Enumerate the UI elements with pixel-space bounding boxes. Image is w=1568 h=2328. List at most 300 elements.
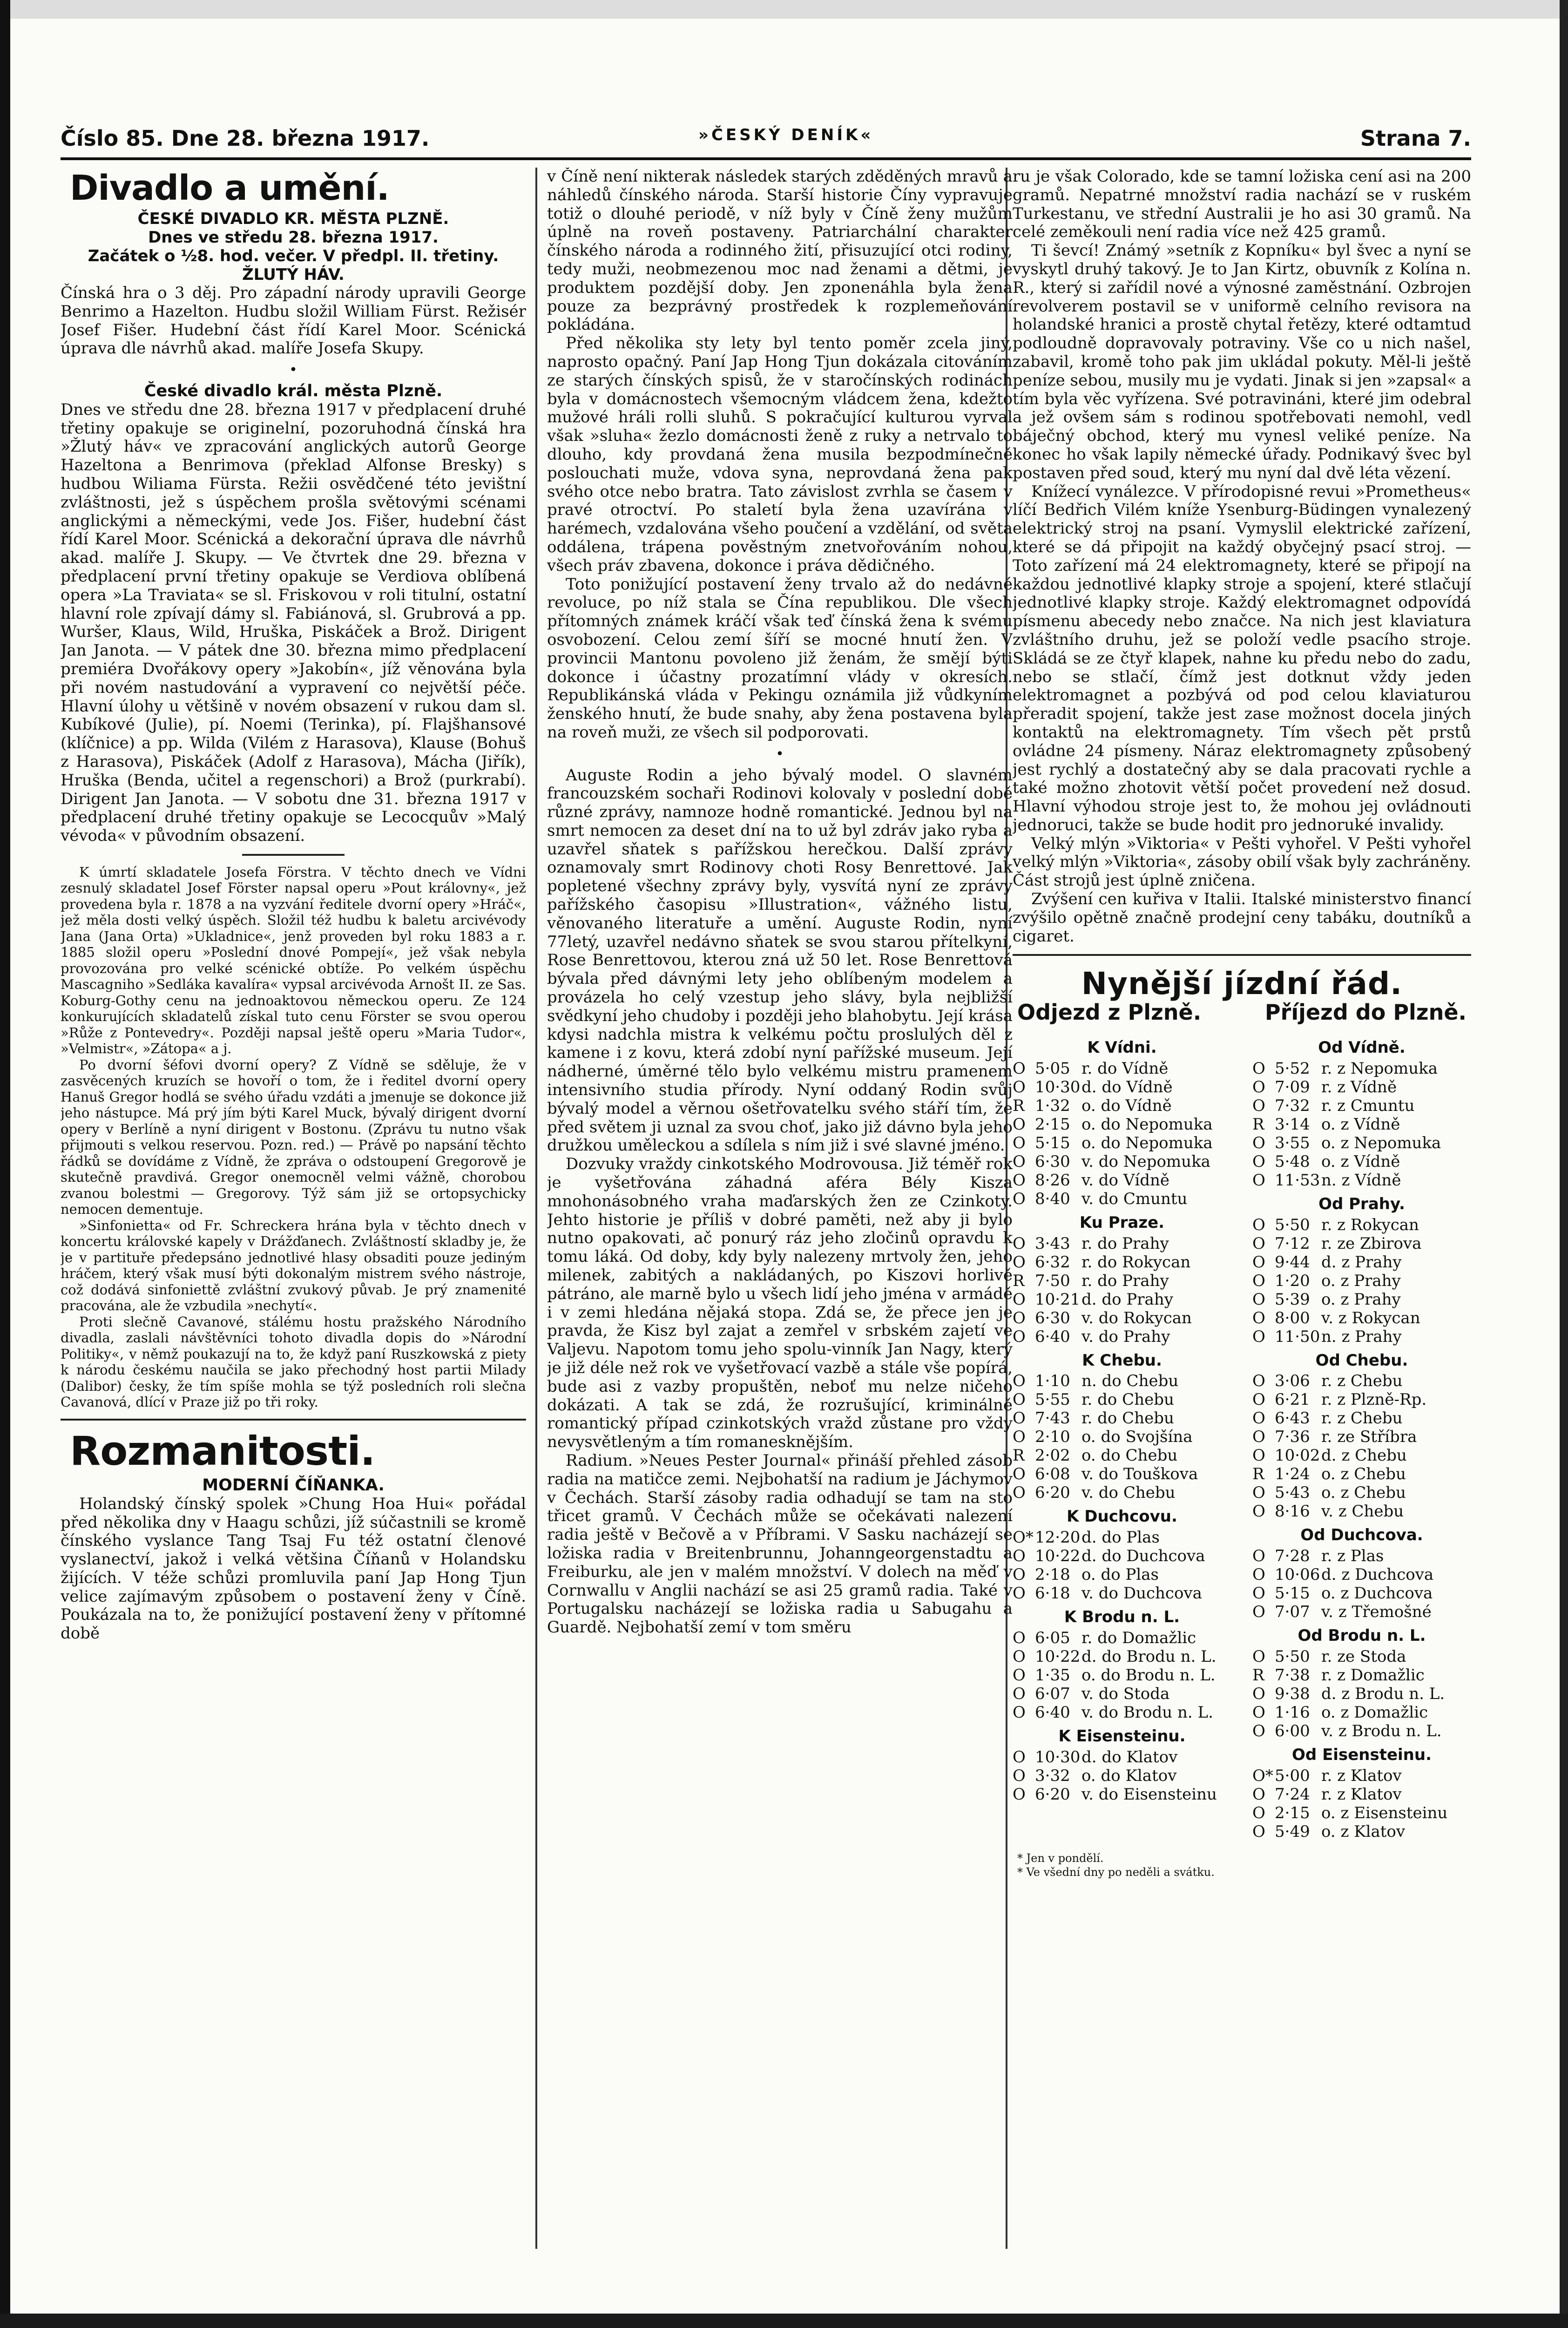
- train-type: O: [1013, 1685, 1026, 1704]
- train-destination: r. do Vídně: [1081, 1059, 1169, 1078]
- timetable-group-title: Od Eisensteinu.: [1292, 1746, 1432, 1765]
- timetable-group-title: K Duchcovu.: [1067, 1507, 1177, 1526]
- train-type: O: [1252, 1703, 1265, 1722]
- train-type: O: [1252, 1685, 1265, 1704]
- train-time: 5·49: [1275, 1822, 1310, 1841]
- train-type: R: [1013, 1271, 1025, 1290]
- timetable-row: [1013, 1134, 1231, 1152]
- timetable-group-title: Od Vídně.: [1318, 1038, 1406, 1057]
- train-type: O: [1013, 1465, 1026, 1484]
- train-type: O: [1252, 1822, 1265, 1841]
- train-time: 6·43: [1275, 1409, 1310, 1428]
- timetable-row: [1252, 1096, 1471, 1115]
- train-destination: d. do Prahy: [1081, 1290, 1173, 1309]
- train-type: O: [1252, 1327, 1265, 1346]
- timetable-row: [1013, 1703, 1231, 1722]
- timetable-group-title: Od Brodu n. L.: [1298, 1626, 1426, 1645]
- train-time: 10·22: [1035, 1547, 1081, 1566]
- train-time: 1·24: [1275, 1465, 1310, 1484]
- train-destination: v. do Rokycan: [1081, 1308, 1192, 1327]
- timetable-row: [1013, 1372, 1231, 1390]
- train-type: O: [1013, 1308, 1026, 1327]
- timetable-row: [1013, 1465, 1231, 1483]
- train-destination: r. z Chebu: [1321, 1372, 1403, 1391]
- train-type: O: [1252, 1059, 1265, 1078]
- timetable-footnote: * Ve všední dny po neděli a svátku.: [1017, 1865, 1215, 1879]
- train-type: O: [1252, 1308, 1265, 1327]
- train-time: 6·40: [1035, 1327, 1070, 1346]
- train-time: 7·32: [1275, 1096, 1310, 1115]
- page-header: [61, 126, 1471, 154]
- train-time: 3·06: [1275, 1372, 1310, 1391]
- train-type: O: [1252, 1234, 1265, 1253]
- departures-list: [1013, 1033, 1231, 1841]
- train-time: 2·15: [1275, 1803, 1310, 1822]
- train-time: 6·21: [1275, 1390, 1310, 1409]
- train-time: 1·35: [1035, 1666, 1070, 1685]
- train-time: 1·10: [1035, 1372, 1070, 1391]
- train-time: 7·09: [1275, 1077, 1310, 1096]
- train-destination: o. z Vídně: [1321, 1152, 1400, 1171]
- news-item: Auguste Rodin a jeho bývalý model. O slavném francouzském sochaři Rodinovi kolovaly v poslední době různé zprávy, namnoze hodně romantické. Jednou byl na smrt nemocen za deset dní na to už byl zdráv jako ryba a uzavřel sňatek s pařížskou herečkou. Další zprávy oznamovaly smrt Rodinovy choti Rosy Benrettové. Jak popletené všechny zprávy byly, vysvítá nyní ze zprávy pařížského časopisu »Illustration«, vážného listu, věnovaného literatuře a umění. Auguste Rodin, nyní 77letý, uzavřel nedávno sňatek se svou starou přítelkyní, Rose Benrettovou, kterou zná už 50 let. Rose Benrettová bývala před dávnými lety jeho oblíbeným modelem a provázela ho celý vzestup jeho slávy, byla nejbližší svědkyní jeho chudoby i později jeho blahobytu. Její krása kdysi nadchla mistra k velkému počtu proslulých děl z kamene i z kovu, která zdobí nyní pařížské museum. Její nádherné, úměrné tělo bylo velkému mistru pramenem intensivního studia přírody. Nyní oddaný Rodin svůj bývalý model a věrnou ošetřovatelku svého stáří tím, že před světem ji uznal za svou choť, jako již dávno byla jeho družkou uměleckou a sdílela s ním již i své slavné jméno.: [547, 765, 1013, 1155]
- train-time: 5·15: [1035, 1133, 1070, 1152]
- timetable-row: [1252, 1428, 1471, 1446]
- train-destination: r. do Prahy: [1081, 1271, 1169, 1290]
- train-destination: o. do Svojšína: [1081, 1428, 1193, 1447]
- train-destination: r. ze Stříbra: [1321, 1428, 1417, 1447]
- train-type: O: [1013, 1372, 1026, 1391]
- train-destination: r. do Rokycan: [1081, 1252, 1191, 1272]
- column-2: [547, 168, 1013, 2249]
- timetable-row: [1252, 1647, 1471, 1666]
- timetable-row: [1013, 1234, 1231, 1253]
- timetable-row: [1252, 1115, 1471, 1134]
- timetable-row: [1252, 1309, 1471, 1327]
- timetable-row: [1013, 1629, 1231, 1647]
- timetable-group-title: K Eisensteinu.: [1058, 1727, 1186, 1746]
- train-destination: v. z Brodu n. L.: [1321, 1722, 1442, 1741]
- train-time: 8·40: [1035, 1189, 1070, 1208]
- timetable-row: [1013, 1584, 1231, 1603]
- train-destination: o. do Plas: [1081, 1565, 1159, 1584]
- train-time: 1·20: [1275, 1271, 1310, 1290]
- train-time: 7·43: [1035, 1409, 1070, 1428]
- timetable-row: [1013, 1446, 1231, 1465]
- news-item: Ti ševcí! Známý »setník z Kopníku« byl švec a nyní se vyskytl druhý takový. Je to Jan Kirtz, obuvník z Kolína n. R., který si zařídil nové a výnosné zaměstnání. Ozbrojen revolverem postavil se v uniformě celního revisora na holandské hranici a prostě chytal řetězy, které odtamtud podloudně dopravovaly potraviny. Vše co u nich našel, zabavil, kromě toho pak jim ukládal pokuty. Měl-li ještě peníze sebou, musily mu je vydati. Jinak si jen »zapsal« a tím byla věc vyřízena. Své potravináni, které jim odebral a jež ovšem sám s rodinou spotřebovati nemohl, vedl báječný obchod, který mu vynesl veliké peníze. Na konec ho však lapily německé úřady. Podnikavý švec byl postaven před soud, který mu nyní dal dvě léta vězení.: [1013, 241, 1471, 482]
- scan-edge-bottom: [0, 2314, 1568, 2328]
- train-destination: r. do Domažlic: [1081, 1629, 1196, 1648]
- train-type: O: [1252, 1785, 1265, 1804]
- train-time: 1·16: [1275, 1703, 1310, 1722]
- arrivals-list: [1252, 1033, 1471, 1841]
- train-type: O: [1013, 1547, 1026, 1566]
- train-type: O: [1013, 1647, 1026, 1666]
- train-type: O: [1013, 1327, 1026, 1346]
- page-number: Strana 7.: [1360, 126, 1471, 151]
- masthead: »ČESKÝ DENÍK«: [698, 126, 874, 144]
- timetable-row: [1252, 1078, 1471, 1096]
- timetable-row: [1252, 1446, 1471, 1465]
- train-time: 2·02: [1035, 1446, 1070, 1465]
- train-destination: r. ze Stoda: [1321, 1647, 1406, 1666]
- timetable-row: [1252, 1390, 1471, 1409]
- train-type: O: [1013, 1234, 1026, 1253]
- train-time: 7·24: [1275, 1785, 1310, 1804]
- train-destination: d. z Prahy: [1321, 1252, 1402, 1272]
- train-time: 3·32: [1035, 1766, 1070, 1785]
- timetable-row: [1252, 1685, 1471, 1703]
- train-type: R: [1252, 1115, 1264, 1134]
- timetable-row: [1013, 1290, 1231, 1309]
- timetable-row: [1013, 1390, 1231, 1409]
- train-type: O: [1252, 1502, 1265, 1521]
- news-item: Dozvuky vraždy cinkotského Modrovousa. Již téměř rok je vyšetřována záhadná aféra Bély Kisza mnohonásobného vraha maďarských žen ze Czinkoty. Jehto historie je příliš v dobré paměti, než aby ji bylo nutno opakovati, ač ponurý ráz jeho zločinů opravdu k tomu láká. Od doby, kdy byly nalezeny mrtvoly žen, jeho milenek, zabitých a nakládaných, po Kiszovi horlivě pátráno, ale marně bylo u všech lidí jeho jména v armádě i v zemi hledána nějaká stopa. Zdá se, že přece jen je pravda, že Kisz byl zajat a zemřel v srbském zajetí ve Valjevu. Napotom tomu jeho spolu-vinník Jan Nagy, který je již déle než rok ve vyšetřovací vazbě a stále vše popírá, bude asi z vazby propuštěn, neboť mu nelze ničeho dokázati. A tak se zdá, že rozrušující, kriminálně romantický případ czinkotských vražd zůstane pro vždy nevysvětleným a tím romanesknějším.: [547, 1155, 1013, 1452]
- train-destination: o. do Nepomuka: [1081, 1133, 1213, 1152]
- train-time: 5·15: [1275, 1584, 1310, 1603]
- train-type: O: [1013, 1785, 1026, 1804]
- train-time: 7·38: [1275, 1666, 1310, 1685]
- train-destination: d. do Duchcova: [1081, 1547, 1205, 1566]
- train-time: 5·48: [1275, 1152, 1310, 1171]
- timetable-row: [1013, 1409, 1231, 1428]
- train-type: R: [1252, 1465, 1264, 1484]
- train-destination: d. do Plas: [1081, 1528, 1160, 1547]
- train-time: 2·10: [1035, 1428, 1070, 1447]
- train-type: O: [1013, 1483, 1026, 1502]
- timetable-row: [1252, 1603, 1471, 1621]
- article-paragraph: v Číně není nikterak následek starých zděděných mravů a náhledů čínského národa. Starší historie Číny vypravuje totiž o dlouhé periodě, v níž byly v Číně ženy mužům úplně na roveň postaveny. Patriarchální charakter čínského národa a rodinného žití, přisuzující otci rodiny, tedy muži, neobmezenou moc nad ženami a dětmi, je produktem pozdější doby. Jen zponenáhla byla žena pouze za bezprávný prostředek k rozplemeňování pokládána.: [547, 168, 1013, 334]
- train-type: O: [1252, 1215, 1265, 1234]
- train-destination: r. z Klatov: [1321, 1766, 1402, 1785]
- timetable-row: [1013, 1272, 1231, 1290]
- train-time: 7·50: [1035, 1271, 1070, 1290]
- train-time: 7·07: [1275, 1603, 1310, 1622]
- train-time: 5·52: [1275, 1059, 1310, 1078]
- train-time: 10·30: [1035, 1077, 1081, 1096]
- timetable-row: [1252, 1059, 1471, 1078]
- timetable-row: [1252, 1666, 1471, 1685]
- timetable-row: [1252, 1372, 1471, 1390]
- train-destination: d. do Klatov: [1081, 1747, 1178, 1766]
- section-title-miscellany: Rozmanitosti.: [70, 1428, 375, 1475]
- timetable-row: [1013, 1171, 1231, 1190]
- timetable-row: [1013, 1309, 1231, 1327]
- timetable-headings: [1013, 1000, 1471, 1025]
- timetable-row: [1252, 1547, 1471, 1565]
- program-date: Dnes ve středu 28. března 1917.: [148, 228, 439, 247]
- train-destination: d. z Duchcova: [1321, 1565, 1434, 1584]
- train-time: 3·55: [1275, 1133, 1310, 1152]
- train-time: 5·50: [1275, 1647, 1310, 1666]
- train-type: O: [1252, 1077, 1265, 1096]
- train-type: O: [1252, 1252, 1265, 1272]
- train-time: 6·32: [1035, 1252, 1070, 1272]
- article-heading: MODERNÍ ČÍŇANKA.: [202, 1475, 385, 1495]
- train-destination: v. do Chebu: [1081, 1483, 1176, 1502]
- train-time: 6·00: [1275, 1722, 1310, 1741]
- train-time: 2·18: [1035, 1565, 1070, 1584]
- train-time: 6·20: [1035, 1785, 1070, 1804]
- news-item: Proti slečně Cavanové, stálému hostu pražského Národního divadla, zaslali návštěvníci tohoto divadla dopis do »Národní Politiky«, v němž poukazují na to, že když paní Ruszkowská z piety k národu českému naučila se jako přechodný host partii Milady (Dalibor) česky, že tím spíše mohla se týž posledních roli slečna Cavanová, dlící v Praze již po tři roky.: [61, 1313, 526, 1410]
- train-time: 7·12: [1275, 1234, 1310, 1253]
- train-type: O: [1252, 1096, 1265, 1115]
- train-time: 6·30: [1035, 1152, 1070, 1171]
- news-item: Zvýšení cen kuřiva v Italii. Italské ministerstvo financí zvýšilo opětně značně prodejní ceny tabáku, doutníků a cigaret.: [1013, 890, 1471, 946]
- train-time: 9·38: [1275, 1685, 1310, 1704]
- train-destination: d. do Vídně: [1081, 1077, 1173, 1096]
- column-divider: [535, 168, 537, 2249]
- train-destination: r. do Prahy: [1081, 1234, 1169, 1253]
- train-destination: v. do Eisensteinu: [1081, 1785, 1217, 1804]
- train-type: O: [1013, 1747, 1026, 1766]
- train-destination: r. z Plzně-Rp.: [1321, 1390, 1427, 1409]
- train-destination: v. do Nepomuka: [1081, 1152, 1210, 1171]
- train-type: O: [1252, 1372, 1265, 1391]
- program-start: Začátek o ½8. hod. večer. V předpl. II. třetiny.: [88, 247, 499, 265]
- article-paragraph: Toto ponižující postavení ženy trvalo až do nedávné revoluce, po níž stala se Čína republikou. Dle všech přítomných známek kráčí však teď čínská žena k svému osvobození. Celou zemí šíří se mocné hnutí žen. V provincii Mantonu povoleno již ženám, že smějí býti dokonce i účastny prozatímní vlády v okresích. Republikánská vláda v Pekingu oznámila již vůdkyním ženského hnutí, že bude snahy, aby žena postavena byla na roveň muži, ze všech sil podporovati.: [547, 575, 1013, 742]
- train-type: O: [1252, 1133, 1265, 1152]
- train-time: 2·15: [1035, 1115, 1070, 1134]
- train-type: O: [1013, 1428, 1026, 1447]
- timetable-row: [1252, 1584, 1471, 1603]
- timetable-row: [1252, 1134, 1471, 1152]
- timetable-row: [1013, 1666, 1231, 1685]
- train-type: O: [1252, 1565, 1265, 1584]
- train-destination: o. z Vídně: [1321, 1115, 1400, 1134]
- train-destination: d. z Chebu: [1321, 1446, 1407, 1465]
- timetable-group-title: K Chebu.: [1082, 1351, 1162, 1370]
- train-type: O*: [1013, 1528, 1034, 1547]
- train-destination: o. z Prahy: [1321, 1290, 1401, 1309]
- play-description: Čínská hra o 3 děj. Pro západní národy upravili George Benrimo a Hazelton. Hudbu složil William Fürst. Režisér Josef Fišer. Hudební část řídí Karel Moor. Scénická úprava dle návrhů akad. malíře Josefa Skupy.: [61, 284, 526, 358]
- train-time: 11·50: [1275, 1327, 1320, 1346]
- train-destination: v. z Třemošné: [1321, 1603, 1432, 1622]
- train-destination: o. do Nepomuka: [1081, 1115, 1213, 1134]
- train-destination: r. z Chebu: [1321, 1409, 1403, 1428]
- train-destination: o. do Klatov: [1081, 1766, 1177, 1785]
- train-destination: v. do Stoda: [1081, 1685, 1170, 1704]
- train-type: O: [1252, 1584, 1265, 1603]
- train-time: 10·30: [1035, 1747, 1081, 1766]
- train-destination: o. z Klatov: [1321, 1822, 1406, 1841]
- timetable-row: [1013, 1059, 1231, 1078]
- train-type: R: [1013, 1446, 1025, 1465]
- column-1: [61, 168, 526, 2249]
- train-time: 7·28: [1275, 1547, 1310, 1566]
- timetable-row: [1252, 1703, 1471, 1722]
- train-type: O: [1252, 1409, 1265, 1428]
- timetable-row: [1252, 1409, 1471, 1428]
- timetable-row: [1252, 1253, 1471, 1272]
- train-type: O: [1252, 1390, 1265, 1409]
- section-rule: [61, 1419, 526, 1421]
- train-destination: o. z Domažlic: [1321, 1703, 1428, 1722]
- timetable-row: [1013, 1190, 1231, 1208]
- news-item: K úmrtí skladatele Josefa Förstra. V těchto dnech ve Vídni zesnulý skladatel Josef Förster napsal operu »Pout královny«, jež provedena byla r. 1878 a na vyzvání ředitele dvorní opery »Hráč«, jež měla dosti velký úspěch. Složil též hudbu k baletu arcivévody Jana (Jana Orta) »Ukladnice«, jenž proveden byl roku 1883 a r. 1885 složil operu »Poslední dnové Pompejí«, jež však nebyla provozována pro velké scénické obtíže. Po velkém úspěchu Mascagniho »Sedláka kavalíra« vypsal arcivévoda Arnošt II. ze Sas. Koburg-Gothy cenu na jednoaktovou německou operu. Ze 124 konkurujících skladatelů získal tuto cenu Förster se svou operou »Růže z Pontevedry«. Později napsal ještě operu »Maria Tudor«, »Velmistr«, »Zátopa« a j.: [61, 864, 526, 1057]
- train-type: O: [1013, 1077, 1026, 1096]
- train-type: O: [1013, 1666, 1026, 1685]
- train-destination: v. z Chebu: [1321, 1502, 1404, 1521]
- timetable-row: [1013, 1115, 1231, 1134]
- train-type: O: [1252, 1446, 1265, 1465]
- timetable-row: [1252, 1766, 1471, 1785]
- train-destination: o. do Vídně: [1081, 1096, 1172, 1115]
- timetable-row: [1013, 1785, 1231, 1804]
- train-type: O: [1013, 1059, 1026, 1078]
- train-destination: r. z Klatov: [1321, 1785, 1402, 1804]
- train-type: O: [1013, 1171, 1026, 1190]
- train-destination: r. do Chebu: [1081, 1409, 1174, 1428]
- train-type: O: [1252, 1483, 1265, 1502]
- train-time: 10·02: [1275, 1446, 1320, 1465]
- timetable-row: [1013, 1428, 1231, 1446]
- train-time: 5·55: [1035, 1390, 1070, 1409]
- train-type: O: [1252, 1171, 1265, 1190]
- train-type: O: [1013, 1565, 1026, 1584]
- train-type: O: [1252, 1603, 1265, 1622]
- train-type: O: [1252, 1547, 1265, 1566]
- train-destination: d. do Brodu n. L.: [1081, 1647, 1217, 1666]
- train-destination: v. do Vídně: [1081, 1171, 1170, 1190]
- timetable-row: [1013, 1078, 1231, 1096]
- timetable-row: [1252, 1234, 1471, 1253]
- timetable-row: [1252, 1327, 1471, 1346]
- timetable-row: [1013, 1483, 1231, 1502]
- train-destination: n. z Vídně: [1321, 1171, 1401, 1190]
- timetable-group-title: Ku Praze.: [1079, 1213, 1165, 1232]
- timetable-row: [1252, 1722, 1471, 1740]
- train-type: O: [1013, 1115, 1026, 1134]
- timetable-row: [1013, 1565, 1231, 1584]
- train-destination: o. z Nepomuka: [1321, 1133, 1441, 1152]
- article-paragraph: Holandský čínský spolek »Chung Hoa Hui« pořádal před několika dny v Haagu schůzi, jíž súčastnili se kromě čínského vyslance Tang Tsaj Fu též ostatní členové vyslanectví, jakož i velká většina Číňanů v Holandsku žijících. V téže schůzi promluvila paní Jap Hong Tjun velice zajímavým způsobem o postavení ženy v Číně. Poukázala na to, že ponižující postavení ženy v přítomné době: [61, 1494, 526, 1643]
- timetable-row: [1252, 1785, 1471, 1804]
- train-type: R: [1252, 1666, 1264, 1685]
- train-time: 6·05: [1035, 1629, 1070, 1648]
- timetable-row: [1013, 1547, 1231, 1565]
- issue-date: Číslo 85. Dne 28. března 1917.: [61, 126, 430, 151]
- section-rule: [1013, 954, 1471, 956]
- section-title-theatre: Divadlo a umění.: [70, 168, 389, 208]
- train-destination: v. do Duchcova: [1081, 1584, 1202, 1603]
- timetable-row: [1252, 1483, 1471, 1502]
- timetable-row: [1252, 1171, 1471, 1190]
- train-type: O: [1013, 1390, 1026, 1409]
- article-paragraph: ru je však Colorado, kde se tamní ložiska cení asi na 200 gramů. Nepatrné množství radia nachází se v ruském Turkestanu, ve střední Australii je ho asi 30 gramů. Na celé zeměkouli není radia více než 425 gramů.: [1013, 168, 1471, 242]
- train-type: O: [1252, 1647, 1265, 1666]
- train-time: 3·43: [1035, 1234, 1070, 1253]
- timetable-group-title: Od Chebu.: [1315, 1351, 1408, 1370]
- train-time: 6·18: [1035, 1584, 1070, 1603]
- train-time: 6·07: [1035, 1685, 1070, 1704]
- train-destination: r. z Cmuntu: [1321, 1096, 1415, 1115]
- train-destination: v. do Prahy: [1081, 1327, 1170, 1346]
- train-time: 1·32: [1035, 1096, 1070, 1115]
- timetable-row: [1013, 1528, 1231, 1547]
- train-type: O: [1013, 1133, 1026, 1152]
- train-time: 9·44: [1275, 1252, 1310, 1272]
- timetable: [1013, 1033, 1471, 1841]
- train-type: O: [1252, 1152, 1265, 1171]
- timetable-row: [1252, 1822, 1471, 1841]
- train-destination: o. do Chebu: [1081, 1446, 1178, 1465]
- scan-edge-top: [0, 0, 1568, 19]
- train-time: 6·30: [1035, 1308, 1070, 1327]
- train-type: O: [1252, 1271, 1265, 1290]
- train-destination: v. do Cmuntu: [1081, 1189, 1188, 1208]
- train-destination: r. do Chebu: [1081, 1390, 1174, 1409]
- train-time: 10·06: [1275, 1565, 1320, 1584]
- train-destination: o. z Eisensteinu: [1321, 1803, 1448, 1822]
- train-time: 12·20: [1035, 1528, 1081, 1547]
- news-item: Po dvorní šéfovi dvorní opery? Z Vídně se sděluje, že v zasvěcených kruzích se hovoří o tom, že i ředitel dvorní opery Hanuš Gregor hodlá se svého úřadu vzdáti a jmenuje se dokonce již jeho nástupce. Má prý jím býti Karel Muck, bývalý dirigent dvorní opery v Berlíně a nyní dirigent v Bostonu. (Zprávu tu nutno však přijmouti s velkou reservou. Pozn. red.) — Právě po napsání těchto řádků se dovídáme z Vídně, že zpráva o odstoupení Gregorově je skutečně pravdivá. Gregor onemocněl velmi vážně, chorobou zvanou bolestmi — Gregorovy. Týž sám již se ortopsychicky nemocen dementuje.: [61, 1056, 526, 1218]
- article-paragraph: Dnes ve středu dne 28. března 1917 v předplacení druhé třetiny opakuje se originelní, pozoruhodná čínská hra »Žlutý háv« ve zpracování anglických autorů George Hazeltona a Benrimova (překlad Alfonse Bresky) s hudbou Wiliama Fürsta. Režii osvědčené této jevištní zvláštnosti, jež s úspěchem prošla světovými scénami anglickými a německými, vede Jos. Fišer, hudební část řídí Karel Moor. Scénická a dekorační úprava dle návrhů akad. malíře J. Skupy. — Ve čtvrtek dne 29. března v předplacení první třetiny opakuje se Verdiova oblíbená opera »La Traviata« se sl. Friskovou v roli titulní, ostatní hlavní role zpívají dámy sl. Fabiánová, sl. Grubrová a pp. Wuršer, Klaus, Wild, Hruška, Piskáček a Brož. Dirigent Jan Janota. — V pátek dne 30. března mimo předplacení premiéra Dvořákovy opery »Jakobín«, jíž věnována byla při novém nastudování a vypravení co největší péče. Hlavní úlohy u většině v novém obsazení v rukou dam sl. Kubíkové (Julie), pí. Noemi (Terinka), pí. Flajšhansové (klíčnice) a pp. Wilda (Vilém z Harasova), Klause (Bohuš z Harasova), Piskáček (Adolf z Harasova), Mácha (Jiřík), Hruška (Benda, učitel a regenschori) a Brož (purkrabí). Dirigent Jan Janota. — V sobotu dne 31. března 1917 v předplacení druhé třetiny opakuje se Lecocquův »Malý vévoda« v původním obsazení.: [61, 400, 526, 846]
- train-time: 8·26: [1035, 1171, 1070, 1190]
- news-item: Velký mlýn »Viktoria« v Pešti vyhořel. V Pešti vyhořel velký mlýn »Viktoria«, zásoby obilí však byly zachráněny. Část strojů jest úplně zničena.: [1013, 834, 1471, 890]
- separator-dot: •: [776, 745, 784, 762]
- train-type: O: [1252, 1803, 1265, 1822]
- timetable-group-title: Od Duchcova.: [1300, 1526, 1423, 1545]
- train-destination: v. z Rokycan: [1321, 1308, 1420, 1327]
- train-type: O: [1252, 1428, 1265, 1447]
- train-time: 10·21: [1035, 1290, 1081, 1309]
- train-type: O*: [1252, 1766, 1273, 1785]
- train-time: 6·08: [1035, 1465, 1070, 1484]
- play-title: ŽLUTÝ HÁV.: [242, 265, 345, 284]
- timetable-row: [1013, 1766, 1231, 1785]
- train-destination: o. z Chebu: [1321, 1465, 1406, 1484]
- arrivals-heading: Příjezd do Plzně.: [1264, 1000, 1467, 1025]
- timetable-row: [1252, 1565, 1471, 1584]
- train-type: O: [1013, 1409, 1026, 1428]
- train-type: O: [1013, 1766, 1026, 1785]
- train-time: 5·43: [1275, 1483, 1310, 1502]
- column-3: [1013, 168, 1471, 2249]
- timetable-row: [1013, 1647, 1231, 1666]
- separator-rule: [242, 854, 345, 856]
- train-destination: n. z Prahy: [1321, 1327, 1402, 1346]
- timetable-row: [1252, 1290, 1471, 1309]
- train-type: O: [1252, 1722, 1265, 1741]
- timetable-row: [1013, 1327, 1231, 1346]
- departures-heading: Odjezd z Plzně.: [1017, 1000, 1202, 1025]
- train-destination: o. z Prahy: [1321, 1271, 1401, 1290]
- header-rule: [61, 157, 1471, 160]
- train-destination: o. z Chebu: [1321, 1483, 1406, 1502]
- train-type: O: [1252, 1290, 1265, 1309]
- timetable-row: [1252, 1502, 1471, 1521]
- timetable-row: [1252, 1216, 1471, 1234]
- train-destination: n. do Chebu: [1081, 1372, 1179, 1391]
- timetable-row: [1252, 1804, 1471, 1822]
- article-heading: České divadlo král. města Plzně.: [144, 381, 443, 400]
- train-type: R: [1013, 1096, 1025, 1115]
- train-type: O: [1013, 1629, 1026, 1648]
- train-destination: d. z Brodu n. L.: [1321, 1685, 1445, 1704]
- news-item: Radium. »Neues Pester Journal« přináší přehled zásob radia na matičce zemi. Nejbohatší na radium je Jáchymov v Čechách. Starší zásoby radia odhadují se tam na sto třicet gramů. V Čechách může se očekávati nalezení radia ještě v Bečově a v Příbrami. V Sasku nacházejí se ložiska radia v Breitenbrunnu, Johanngeorgenstadtu a Freiburku, ale jen v malém množství. V dolech na měď v Cornwallu v Anglii nachází se asi 25 gramů radia. Také v Portugalsku nacházejí se ložiska radia u Sabugahu a Guardě. Nejbohatší zemí v tom směru: [547, 1451, 1013, 1637]
- train-time: 8·00: [1275, 1308, 1310, 1327]
- timetable-row: [1013, 1096, 1231, 1115]
- train-type: O: [1013, 1252, 1026, 1272]
- scan-edge-left: [0, 0, 10, 2328]
- train-destination: v. do Brodu n. L.: [1081, 1703, 1213, 1722]
- train-time: 3·14: [1275, 1115, 1310, 1134]
- train-time: 11·53: [1275, 1171, 1320, 1190]
- timetable-row: [1013, 1748, 1231, 1766]
- train-time: 5·05: [1035, 1059, 1070, 1078]
- timetable-footnote: * Jen v pondělí.: [1017, 1851, 1104, 1865]
- train-destination: r. z Vídně: [1321, 1077, 1397, 1096]
